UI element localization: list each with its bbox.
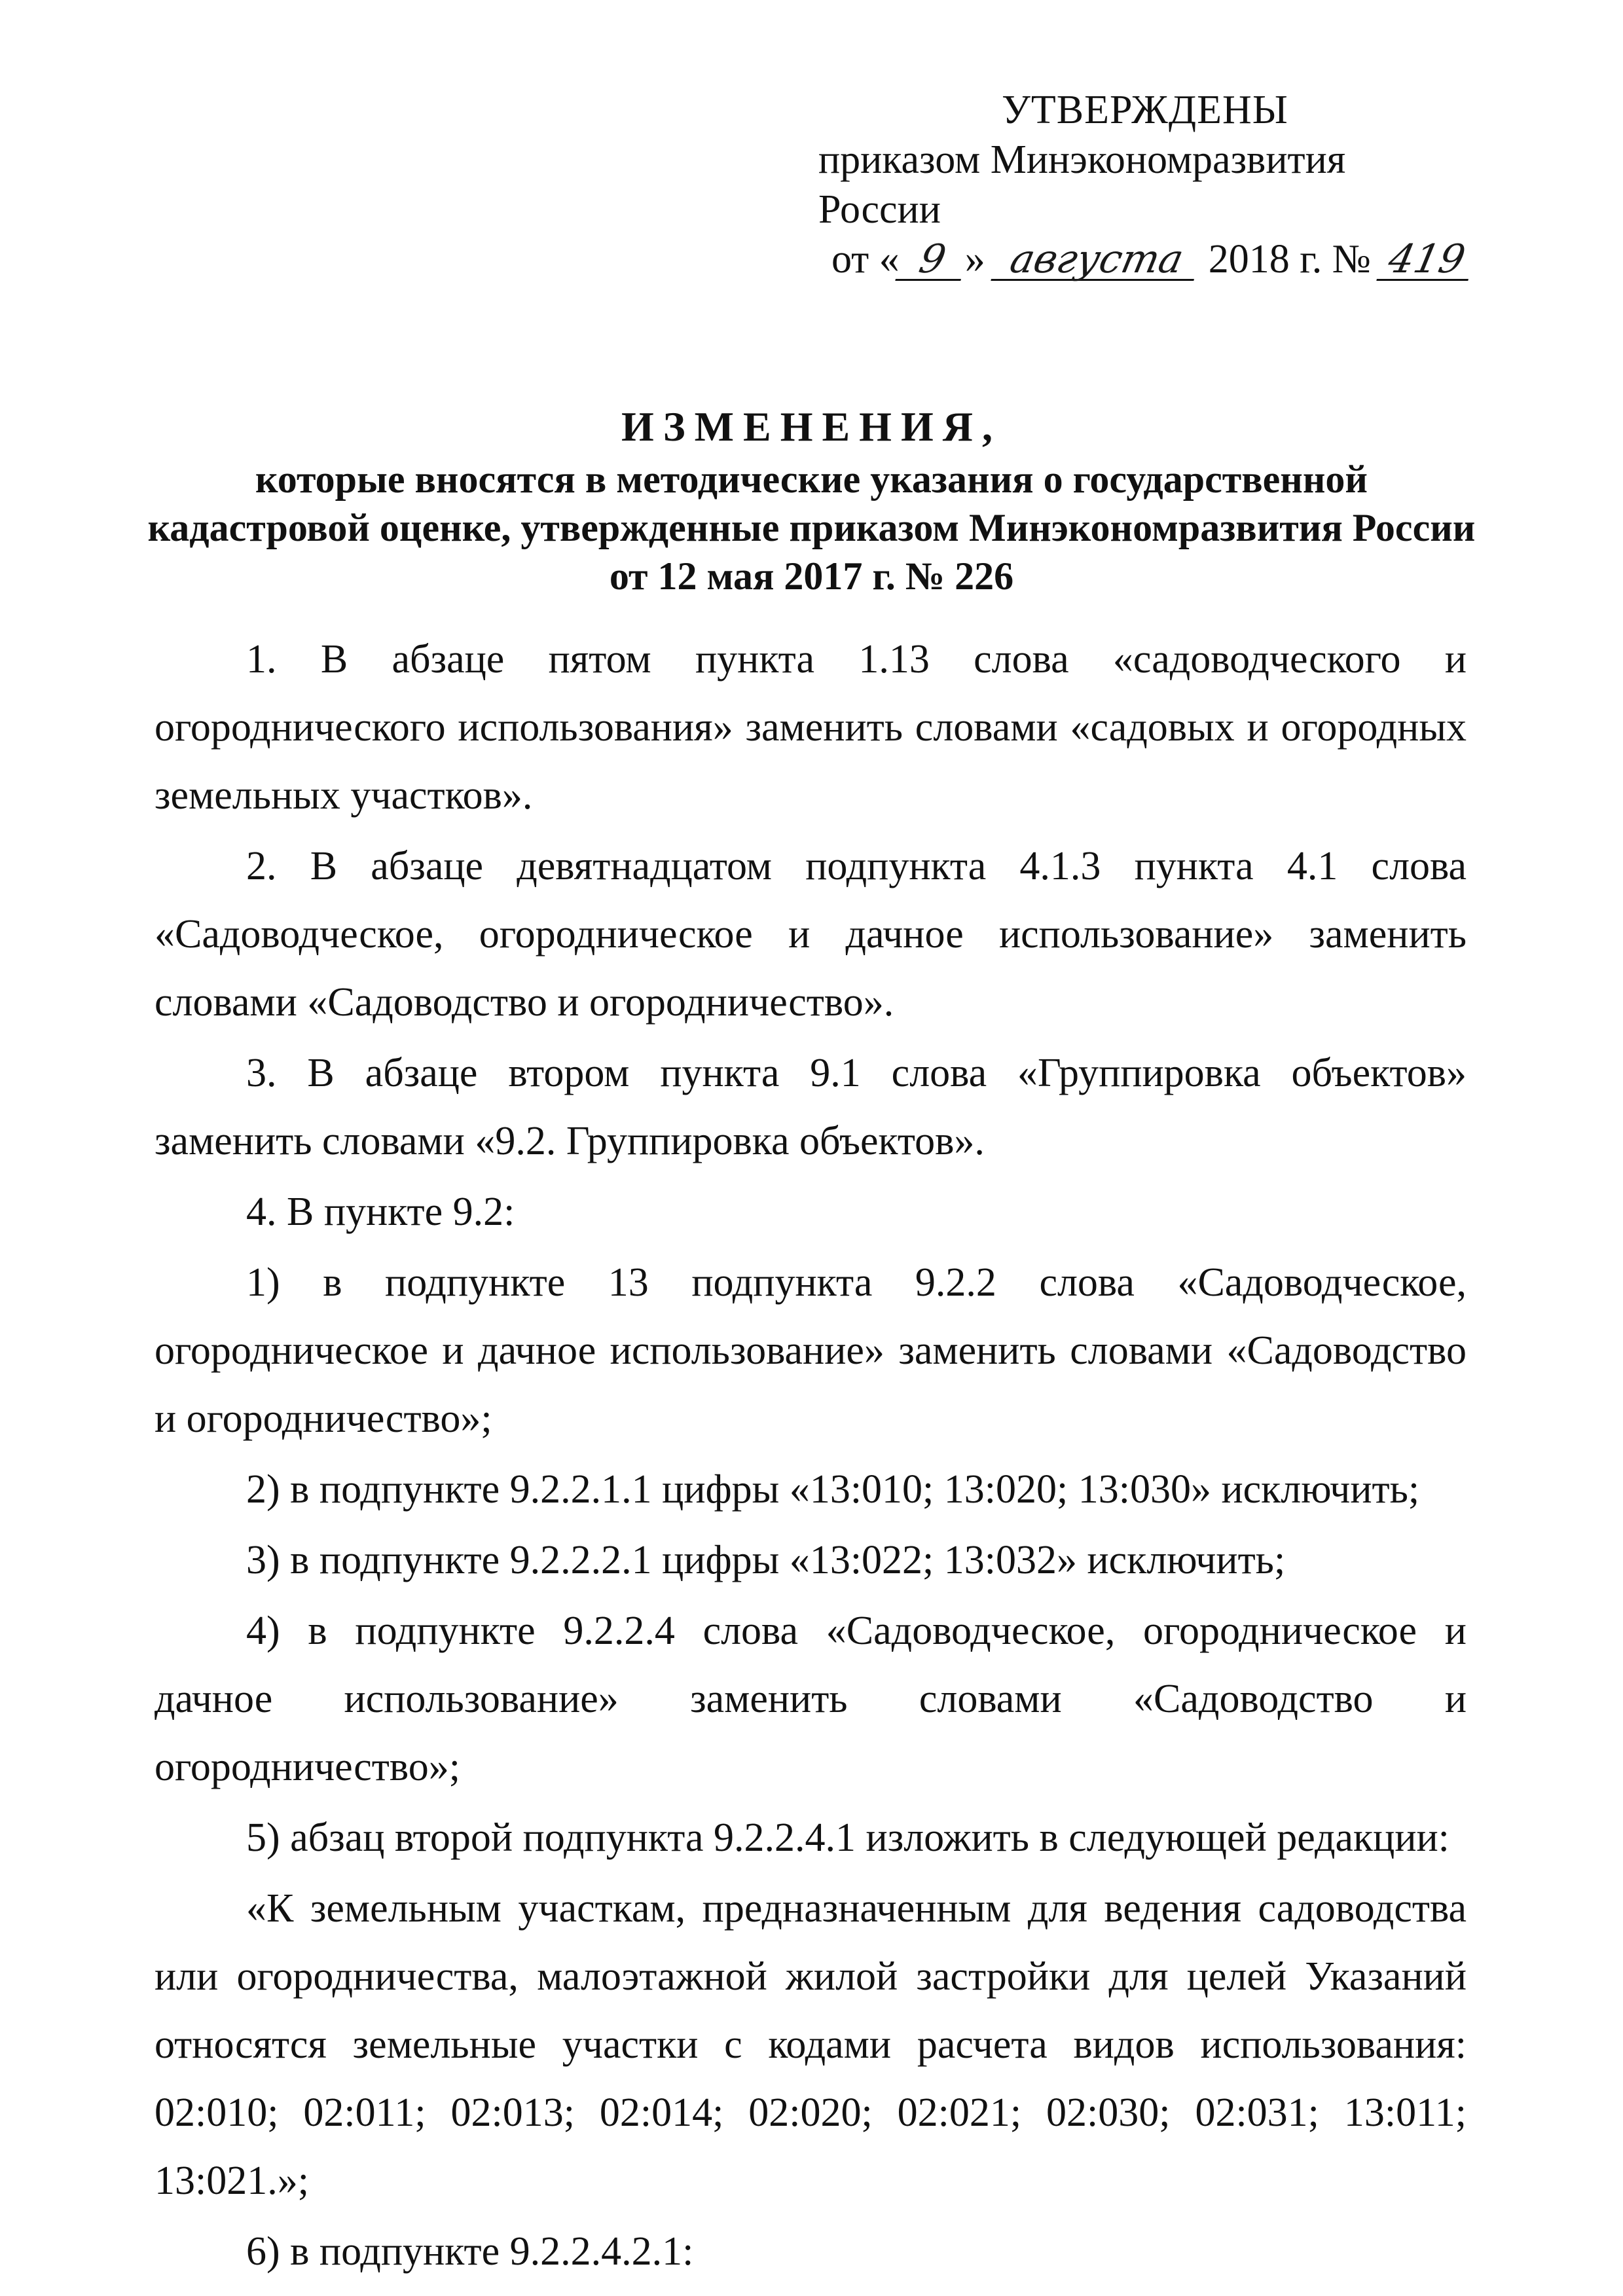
- title-line-1: которые вносятся в методические указания о государственной: [255, 458, 1368, 501]
- subparagraph-3: 3) в подпункте 9.2.2.2.1 цифры «13:022; 13:032» исключить;: [246, 1538, 1286, 1582]
- handwritten-month: августа: [991, 240, 1203, 281]
- paragraph-1: 1. В абзаце пятом пункта 1.13 слова «садоводческого и огороднического использования» заменить словами «садовых и огородных земельных участков».: [155, 637, 1467, 818]
- title-line-3: от 12 мая 2017 г. № 226: [609, 555, 1014, 598]
- approval-quote-close: »: [964, 237, 985, 282]
- approval-date-prefix: от «: [831, 237, 900, 282]
- approval-heading: УТВЕРЖДЕНЫ: [1002, 88, 1288, 132]
- document-title: [131, 403, 1492, 600]
- document-body: [155, 625, 1467, 2288]
- approval-year-number-label: 2018 г. №: [1208, 237, 1371, 282]
- paragraph-2: 2. В абзаце девятнадцатом подпункта 4.1.3 пункта 4.1 слова «Садоводческое, огородническое и дачное использование» заменить словами «Садоводство и огородничество».: [155, 844, 1467, 1025]
- title-line-2: кадастровой оценке, утвержденные приказом Минэкономразвития России: [147, 506, 1476, 549]
- paragraph-4: 4. В пункте 9.2:: [246, 1190, 515, 1234]
- subparagraph-2: 2) в подпункте 9.2.2.1.1 цифры «13:010; 13:020; 13:030» исключить;: [246, 1467, 1420, 1512]
- handwritten-day: 9: [895, 240, 969, 281]
- approval-date-line: [818, 234, 1473, 284]
- subparagraph-4: 4) в подпункте 9.2.2.4 слова «Садоводческое, огородническое и дачное использование» заменить словами «Садоводство и огородничество»;: [155, 1609, 1467, 1789]
- handwritten-order-number: 419: [1377, 240, 1477, 281]
- subparagraph-1: 1) в подпункте 13 подпункта 9.2.2 слова «Садоводческое, огородническое и дачное использование» заменить словами «Садоводство и огородничество»;: [155, 1260, 1467, 1441]
- title-main: ИЗМЕНЕНИЯ,: [621, 403, 1002, 450]
- paragraph-3: 3. В абзаце втором пункта 9.1 слова «Группировка объектов» заменить словами «9.2. Группировка объектов».: [155, 1051, 1467, 1163]
- subparagraph-6: 6) в подпункте 9.2.2.4.2.1:: [246, 2229, 694, 2274]
- approval-block: [818, 85, 1473, 284]
- quoted-new-text: «К земельным участкам, предназначенным для ведения садоводства или огородничества, малоэтажной жилой застройки для целей Указаний относятся земельные участки с кодами расчета видов использования: 02:010; 02:011; 02:013; 02:014; 02:020; 02:021; 02:030; 02:031; 13:011; 13:021.»;: [155, 1886, 1467, 2203]
- subparagraph-5: 5) абзац второй подпункта 9.2.2.4.1 изложить в следующей редакции:: [246, 1815, 1450, 1860]
- approval-order-line: приказом Минэкономразвития России: [818, 137, 1346, 232]
